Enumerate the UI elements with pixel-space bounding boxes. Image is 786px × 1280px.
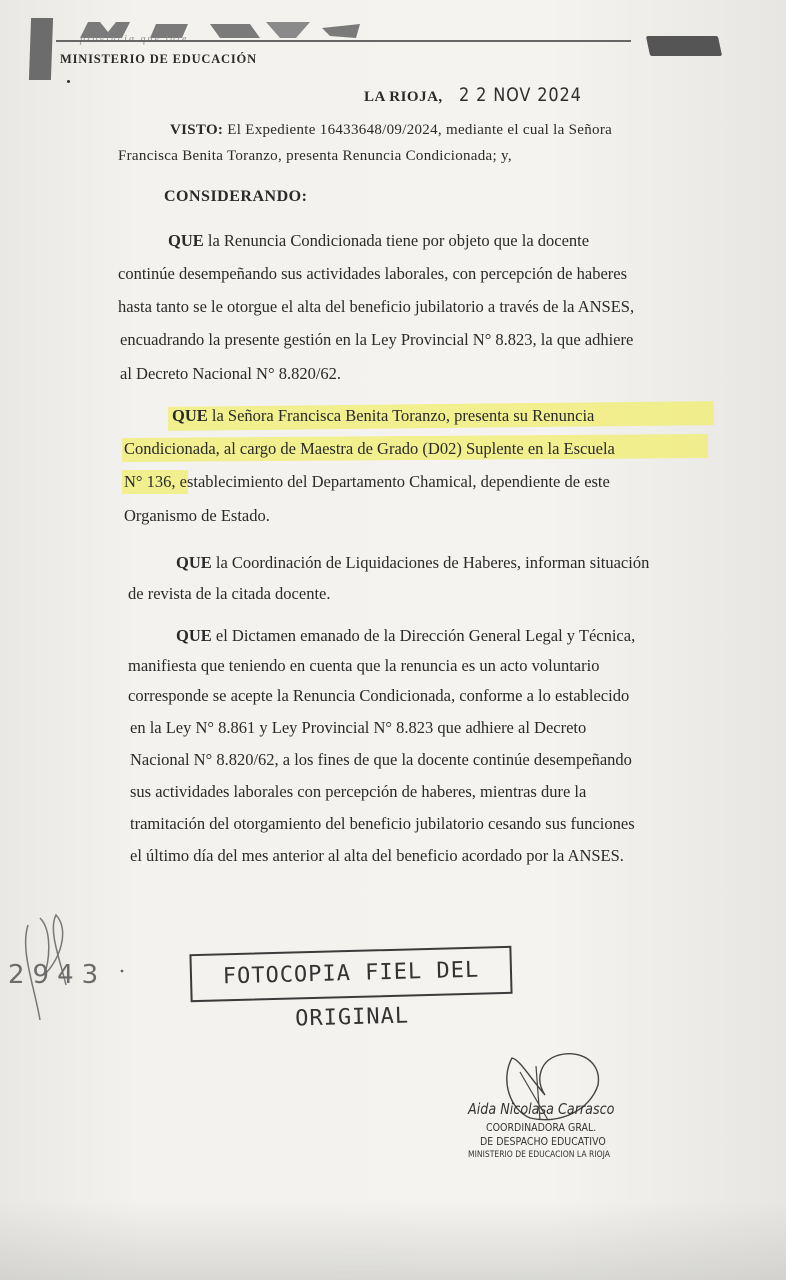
p2-text-3: establecimiento del Departamento Chamical, dependiente de este [175,472,610,491]
certified-copy-stamp: FOTOCOPIA FIEL DEL ORIGINAL [189,946,512,1002]
ministry-name: MINISTERIO DE EDUCACIÓN [60,52,257,66]
p4-line-2: manifiesta que teniendo en cuenta que la renuncia es un acto voluntario [128,656,600,675]
p4-line-8: el último día del mes anterior al alta del beneficio acordado por la ANSES. [130,846,624,865]
p4-text-1: el Dictamen emanado de la Dirección General Legal y Técnica, [211,626,636,645]
p2-line-4: Organismo de Estado. [124,506,270,525]
p2-line-2: Condicionada, al cargo de Maestra de Grado (D02) Suplente en la Escuela [124,439,615,458]
p1-line-4: encuadrando la presente gestión en la Ley Provincial N° 8.823, la que adhiere [120,330,634,349]
p3-line-2: de revista de la citada docente. [128,584,331,603]
p2-lead: QUE [172,406,208,425]
p4-line-6: sus actividades laborales con percepción de haberes, mientras dure la [130,782,587,801]
p4-line-3: corresponde se acepte la Renuncia Condicionada, conforme a lo establecido [128,686,630,705]
p4-line-7: tramitación del otorgamiento del beneficio jubilatorio cesando sus funciones [130,814,635,833]
date-stamp: 2 2 NOV 2024 [458,84,582,106]
p1-text-1: la Renuncia Condicionada tiene por objeto que la docente [203,231,590,250]
visto-label: VISTO: [170,122,224,138]
page-shadow [0,1200,786,1280]
p4-line-4: en la Ley N° 8.861 y Ley Provincial N° 8.823 que adhiere al Decreto [130,718,587,737]
signer-title-1: COORDINADORA GRAL. [486,1122,597,1134]
file-number: 2943 [8,960,107,990]
p2-text-1: la Señora Francisca Benita Toranzo, presenta su Renuncia [207,406,595,425]
considerando-heading: CONSIDERANDO: [164,188,308,205]
p1-line-5: al Decreto Nacional N° 8.820/62. [120,364,342,383]
p1-lead: QUE [168,231,204,250]
p4-lead: QUE [176,626,212,645]
visto-text-1: El Expediente 16433648/09/2024, mediante el cual la Señora [223,122,613,138]
visto-line-2: Francisca Benita Toranzo, presenta Renuncia Condicionada; y, [118,148,512,164]
signer-name: Aida Nicolasa Carrasco [468,1100,615,1118]
p3-lead: QUE [176,553,212,572]
p1-line-2: continúe desempeñando sus actividades laborales, con percepción de haberes [118,264,628,283]
p4-line-5: Nacional N° 8.820/62, a los fines de que la docente continúe desempeñando [130,750,632,769]
p1-line-3: hasta tanto se le otorgue el alta del beneficio jubilatorio a través de la ANSES, [118,297,635,316]
p2-school-number: N° 136, [124,472,176,491]
signer-title-2: DE DESPACHO EDUCATIVO [480,1136,606,1148]
date-place: LA RIOJA, [364,89,443,105]
signer-title-3: MINISTERIO DE EDUCACION LA RIOJA [468,1150,610,1160]
p3-text-1: la Coordinación de Liquidaciones de Haberes, informan situación [211,553,650,572]
